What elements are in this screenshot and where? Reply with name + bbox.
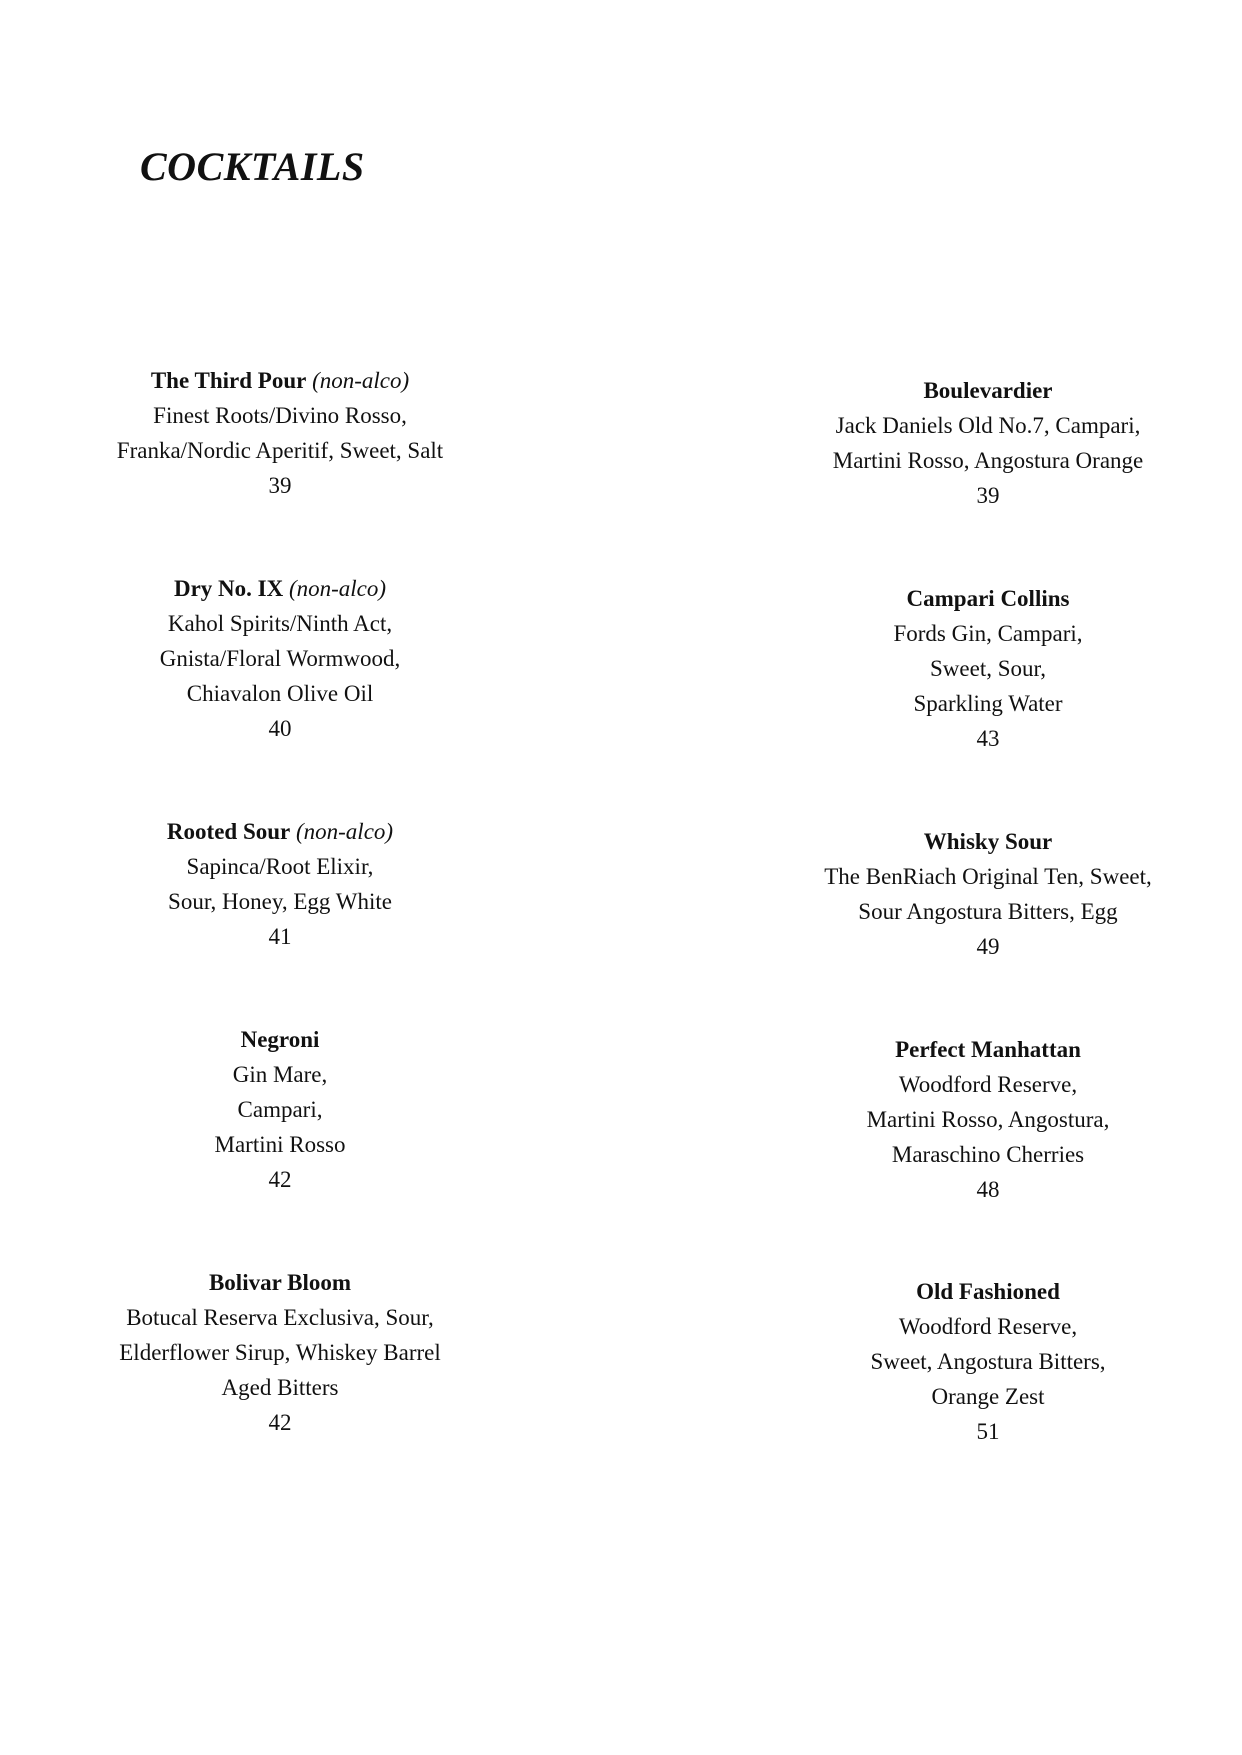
item-price: 48 <box>976 1177 1000 1202</box>
item-name-line <box>708 1274 1242 1309</box>
item-ingredients: Kahol Spirits/Ninth Act, <box>167 611 393 636</box>
item-ingredients: Sour Angostura Bitters, Egg <box>858 899 1118 924</box>
item-name-line <box>0 1265 560 1300</box>
item-name: Campari Collins <box>906 586 1070 611</box>
menu-item <box>0 1022 560 1197</box>
item-name: The Third Pour <box>150 368 307 393</box>
item-note: (non-alco) <box>295 819 394 844</box>
item-ingredients: Gin Mare, <box>232 1062 328 1087</box>
item-name: Bolivar Bloom <box>208 1270 352 1295</box>
menu-item <box>0 1265 560 1440</box>
item-ingredients: Martini Rosso, Angostura, <box>866 1107 1110 1132</box>
item-name: Whisky Sour <box>923 829 1053 854</box>
item-note: (non-alco) <box>312 368 410 393</box>
item-ingredients: Sweet, Sour, <box>930 656 1046 681</box>
item-price: 42 <box>268 1410 292 1435</box>
item-ingredients: Sour, Honey, Egg White <box>168 889 392 914</box>
menu-item <box>708 373 1242 513</box>
item-name: Boulevardier <box>923 378 1053 403</box>
item-ingredients: Botucal Reserva Exclusiva, Sour, <box>126 1305 434 1330</box>
item-ingredients: Elderflower Sirup, Whiskey Barrel <box>119 1340 441 1365</box>
item-price: 51 <box>976 1419 1000 1444</box>
item-price: 39 <box>268 473 292 498</box>
menu-item <box>0 363 560 503</box>
item-name-line <box>0 363 560 398</box>
item-ingredients: Martini Rosso <box>214 1132 346 1157</box>
menu-item <box>708 1032 1242 1207</box>
item-name-line <box>708 373 1242 408</box>
item-ingredients: Aged Bitters <box>221 1375 339 1400</box>
item-ingredients: Woodford Reserve, <box>898 1072 1078 1097</box>
item-ingredients: Woodford Reserve, <box>898 1314 1078 1339</box>
item-price: 40 <box>268 716 292 741</box>
item-price: 43 <box>976 726 1000 751</box>
menu-item <box>708 1274 1242 1449</box>
item-name-line <box>0 1022 560 1057</box>
item-name-line <box>0 571 560 606</box>
item-ingredients: The BenRiach Original Ten, Sweet, <box>824 864 1152 889</box>
item-name: Perfect Manhattan <box>895 1037 1081 1062</box>
item-name-line <box>0 814 560 849</box>
item-ingredients: Franka/Nordic Aperitif, Sweet, Salt <box>116 438 444 463</box>
item-ingredients: Fords Gin, Campari, <box>893 621 1083 646</box>
item-price: 39 <box>976 483 1000 508</box>
item-ingredients: Sweet, Angostura Bitters, <box>870 1349 1106 1374</box>
item-ingredients: Jack Daniels Old No.7, Campari, <box>835 413 1141 438</box>
page-title: COCKTAILS <box>140 144 365 189</box>
item-ingredients: Campari, <box>237 1097 323 1122</box>
item-name-line <box>708 824 1242 859</box>
item-name: Dry No. IX <box>173 576 284 601</box>
item-price: 49 <box>976 934 1000 959</box>
item-ingredients: Sparkling Water <box>913 691 1063 716</box>
item-price: 42 <box>268 1167 292 1192</box>
item-ingredients: Sapinca/Root Elixir, <box>186 854 374 879</box>
menu-item <box>708 824 1242 964</box>
item-ingredients: Finest Roots/Divino Rosso, <box>153 403 407 428</box>
item-ingredients: Chiavalon Olive Oil <box>186 681 374 706</box>
menu-item <box>708 581 1242 756</box>
item-name-line <box>708 1032 1242 1067</box>
item-note: (non-alco) <box>288 576 387 601</box>
item-ingredients: Gnista/Floral Wormwood, <box>159 646 401 671</box>
item-price: 41 <box>268 924 292 949</box>
item-name-line <box>708 581 1242 616</box>
item-name: Old Fashioned <box>916 1279 1060 1304</box>
item-ingredients: Martini Rosso, Angostura Orange <box>832 448 1144 473</box>
menu-item <box>0 571 560 746</box>
menu-item <box>0 814 560 954</box>
item-ingredients: Maraschino Cherries <box>891 1142 1085 1167</box>
item-ingredients: Orange Zest <box>931 1384 1045 1409</box>
item-name: Negroni <box>240 1027 320 1052</box>
item-name: Rooted Sour <box>166 819 291 844</box>
